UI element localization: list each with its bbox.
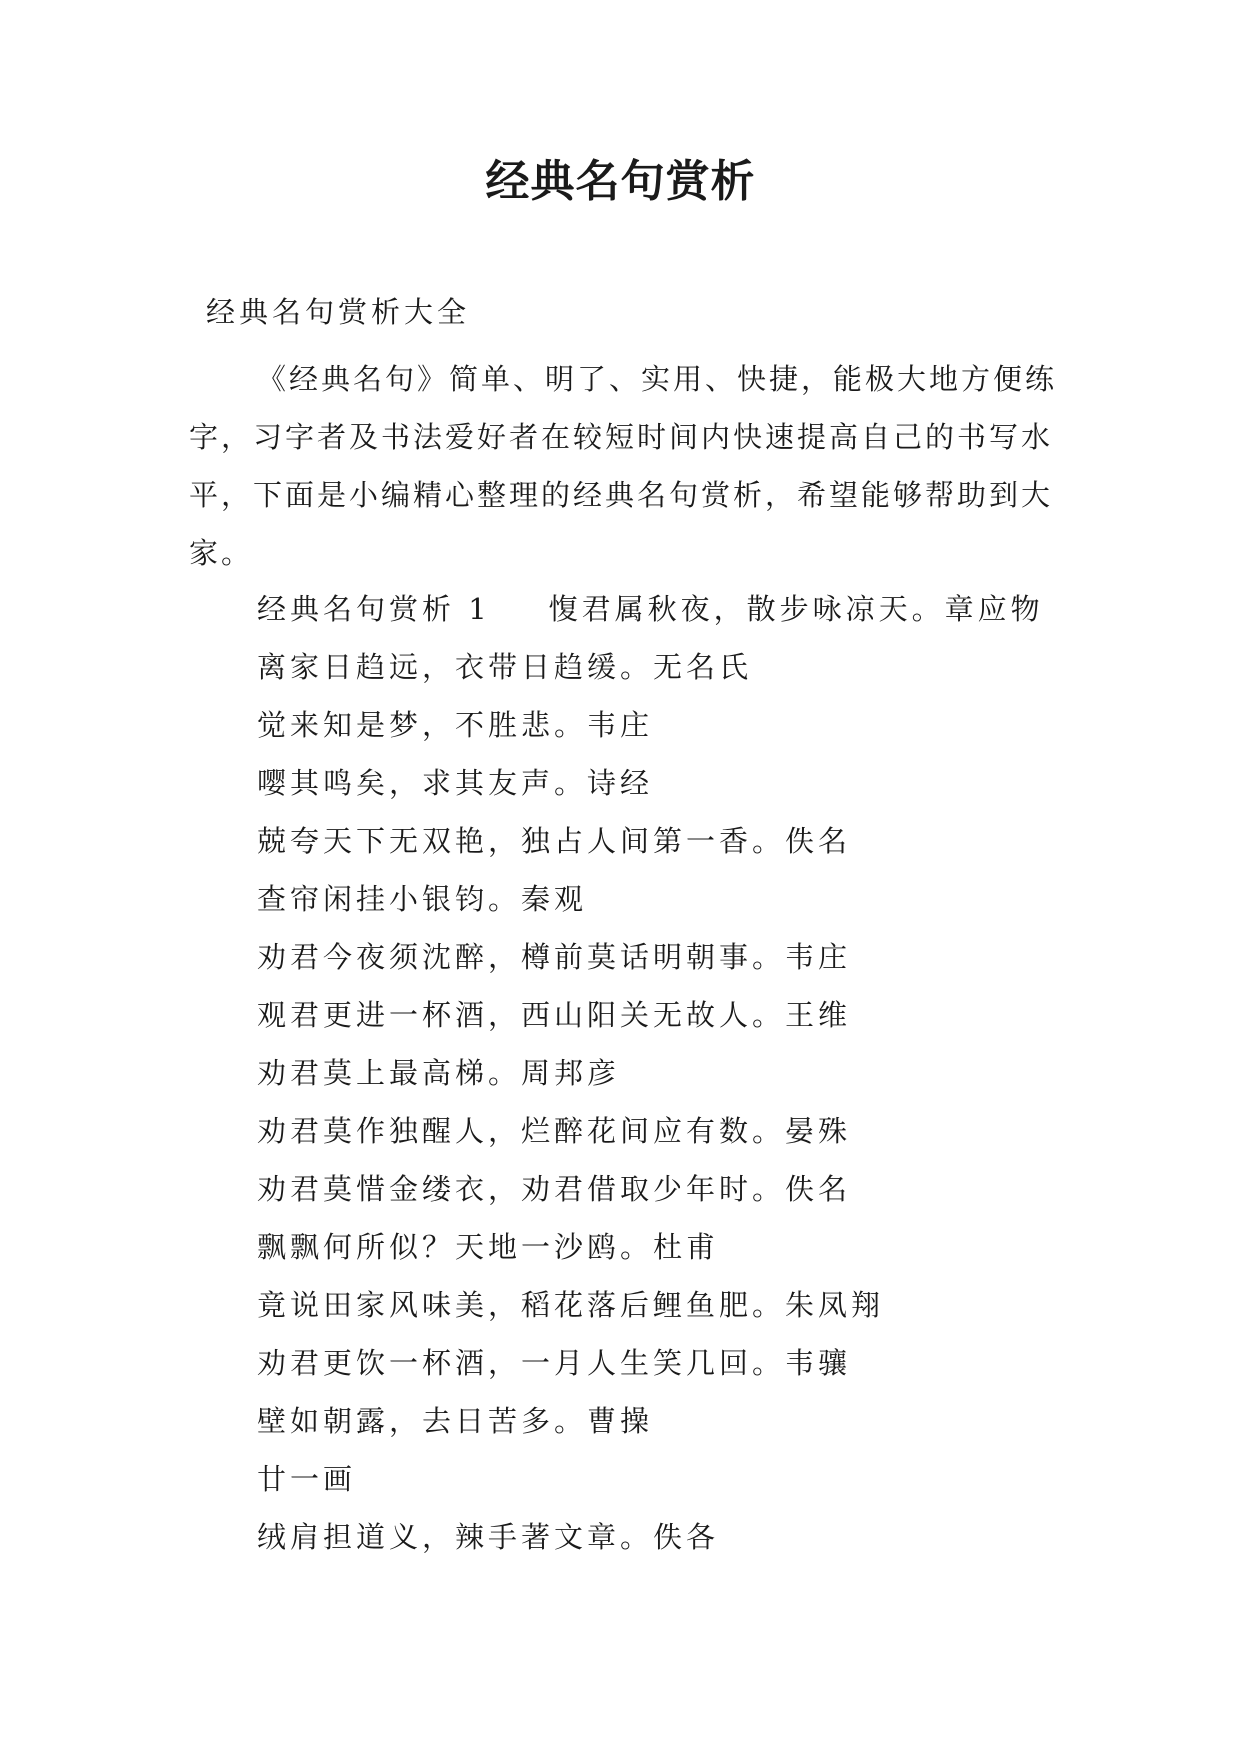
quote-line: 劝君莫作独醒人，烂醉花间应有数。晏殊 <box>257 1114 852 1148</box>
quote-line: 壁如朝露，去日苦多。曹操 <box>257 1404 654 1438</box>
quote-line: 绒肩担道义，辣手著文章。佚各 <box>257 1520 720 1554</box>
quote-line: 觉来知是梦，不胜悲。韦庄 <box>257 708 654 742</box>
quote-line: 离家日趋远，衣带日趋缓。无名氏 <box>257 650 753 684</box>
quote-line: 兢夸天下无双艳，独占人间第一香。佚名 <box>257 824 852 858</box>
intro-paragraph: 《经典名句》简单、明了、实用、快捷，能极大地方便练字，习字者及书法爱好者在较短时间内快速提高自己的书写水平，下面是小编精心整理的经典名句赏析，希望能够帮助到大家。 <box>189 362 1058 570</box>
section-heading: 经典名句赏析 1 <box>257 592 491 626</box>
quote-line: 飘飘何所似？天地一沙鸥。杜甫 <box>257 1230 720 1264</box>
quote-line: 劝君莫上最高梯。周邦彦 <box>257 1056 621 1090</box>
quote-line: 嘤其鸣矣，求其友声。诗经 <box>257 766 654 800</box>
quote-line: 观君更进一杯酒，西山阳关无故人。王维 <box>257 998 852 1032</box>
quote-line: 劝君今夜须沈醉，樽前莫话明朝事。韦庄 <box>257 940 852 974</box>
quote-line: 劝君莫惜金缕衣，劝君借取少年时。佚名 <box>257 1172 852 1206</box>
quote-list <box>257 580 1044 1566</box>
quote-line: 查帘闲挂小银钧。秦观 <box>257 882 588 916</box>
quote-line: 劝君更饮一杯酒，一月人生笑几回。韦骧 <box>257 1346 852 1380</box>
quote-line: 竟说田家风味美，稻花落后鲤鱼肥。朱凤翔 <box>257 1288 885 1322</box>
first-quote: 愎君属秋夜，散步咏凉天。章应物 <box>548 592 1044 626</box>
document-subtitle: 经典名句赏析大全 <box>206 295 471 329</box>
document-title: 经典名句赏析 <box>485 156 756 207</box>
quote-line: 廿一画 <box>257 1462 357 1496</box>
quote-line-first <box>257 580 1044 638</box>
